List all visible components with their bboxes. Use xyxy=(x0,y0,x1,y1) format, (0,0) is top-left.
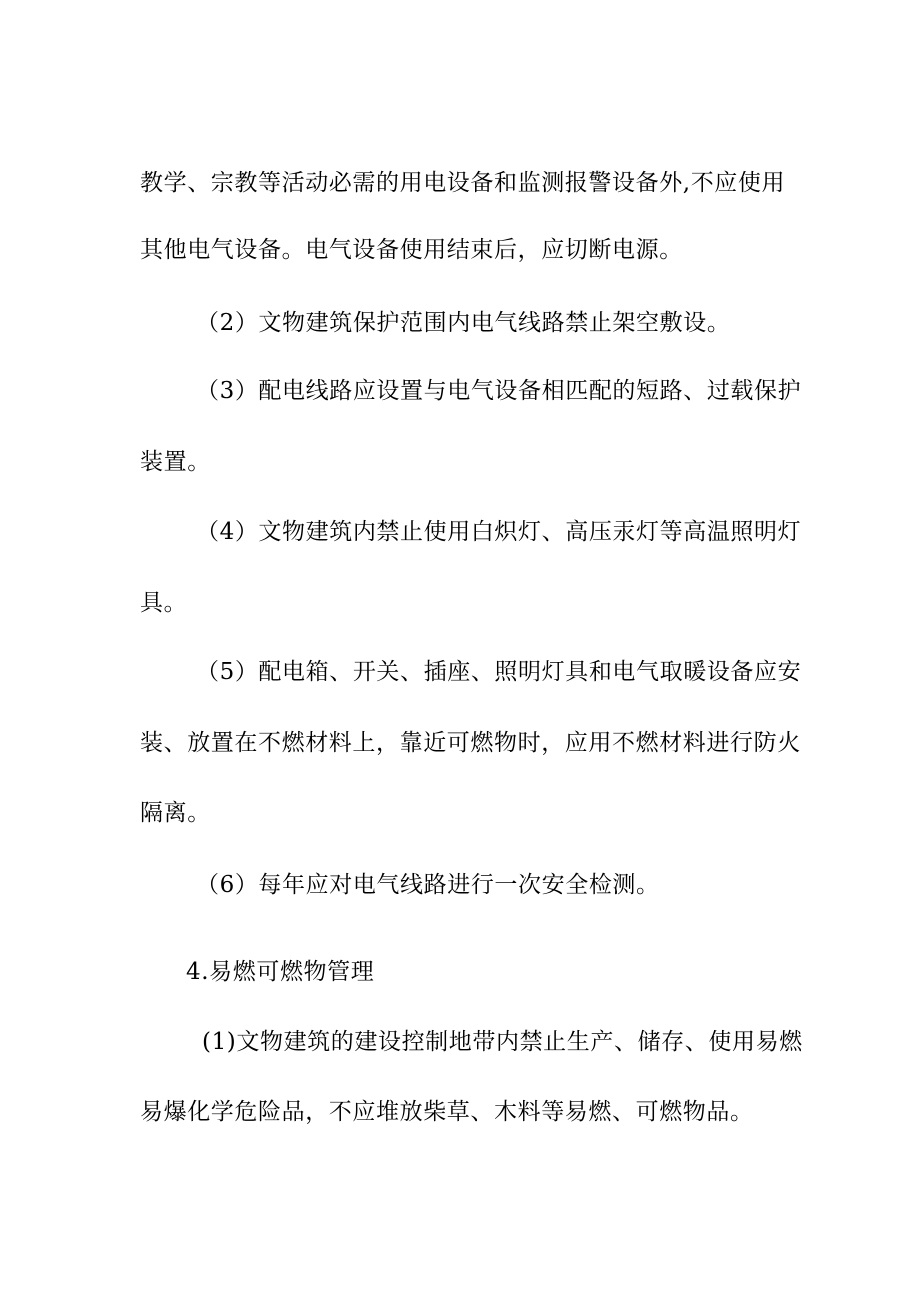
paragraph-line: 教学、宗教等活动必需的用电设备和监测报警设备外,不应使用 xyxy=(140,170,786,196)
list-item-line: 装、放置在不燃材料上，靠近可燃物时，应用不燃材料进行防火 xyxy=(140,730,801,756)
list-item-line: （4）文物建筑内禁止使用白炽灯、高压汞灯等高温照明灯 xyxy=(196,519,802,545)
list-item-line: （6）每年应对电气线路进行一次安全检测。 xyxy=(196,872,660,898)
list-item-line: （3）配电线路应设置与电气设备相匹配的短路、过载保护 xyxy=(196,378,802,404)
list-item-line: 易爆化学危险品，不应堆放柴草、木料等易燃、可燃物品。 xyxy=(140,1099,754,1125)
list-item-line: （2）文物建筑保护范围内电气线路禁止架空敷设。 xyxy=(196,310,731,336)
list-item-line: 装置。 xyxy=(140,449,211,475)
list-item-line: 隔离。 xyxy=(140,800,211,826)
paragraph-line: 其他电气设备。电气设备使用结束后，应切断电源。 xyxy=(140,237,683,263)
list-item-line: (1)文物建筑的建设控制地带内禁止生产、储存、使用易燃 xyxy=(202,1029,803,1055)
section-heading: 4.易燃可燃物管理 xyxy=(186,959,375,985)
list-item-line: （5）配电箱、开关、插座、照明灯具和电气取暖设备应安 xyxy=(196,659,802,685)
list-item-line: 具。 xyxy=(140,590,188,616)
